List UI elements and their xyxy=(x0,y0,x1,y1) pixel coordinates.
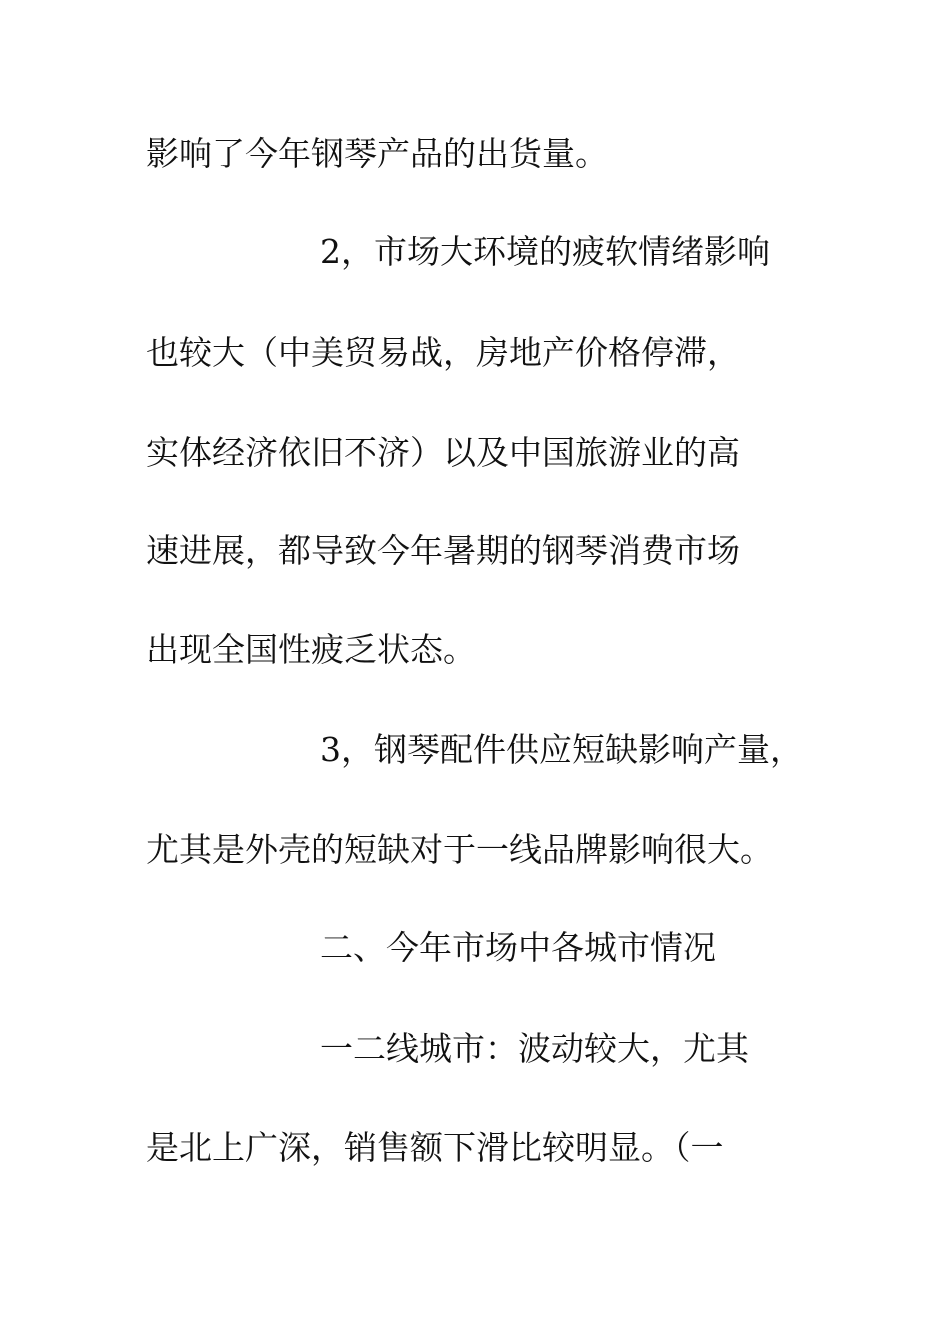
section-heading: 二、今年市场中各城市情况 xyxy=(320,928,716,967)
paragraph-line: 实体经济依旧不济）以及中国旅游业的高 xyxy=(146,433,740,472)
paragraph-line: 出现全国性疲乏状态。 xyxy=(146,630,476,669)
paragraph-line: 一二线城市：波动较大，尤其 xyxy=(320,1029,749,1068)
paragraph-line: 也较大（中美贸易战，房地产价格停滞， xyxy=(146,333,740,372)
paragraph-line: 尤其是外壳的短缺对于一线品牌影响很大。 xyxy=(146,830,773,869)
paragraph-line: 3，钢琴配件供应短缺影响产量， xyxy=(320,730,803,769)
paragraph-line: 是北上广深，销售额下滑比较明显。（一 xyxy=(146,1128,724,1167)
paragraph-line: 2，市场大环境的疲软情绪影响 xyxy=(320,232,770,271)
paragraph-line: 速进展，都导致今年暑期的钢琴消费市场 xyxy=(146,531,740,570)
paragraph-line: 影响了今年钢琴产品的出货量。 xyxy=(146,134,608,173)
